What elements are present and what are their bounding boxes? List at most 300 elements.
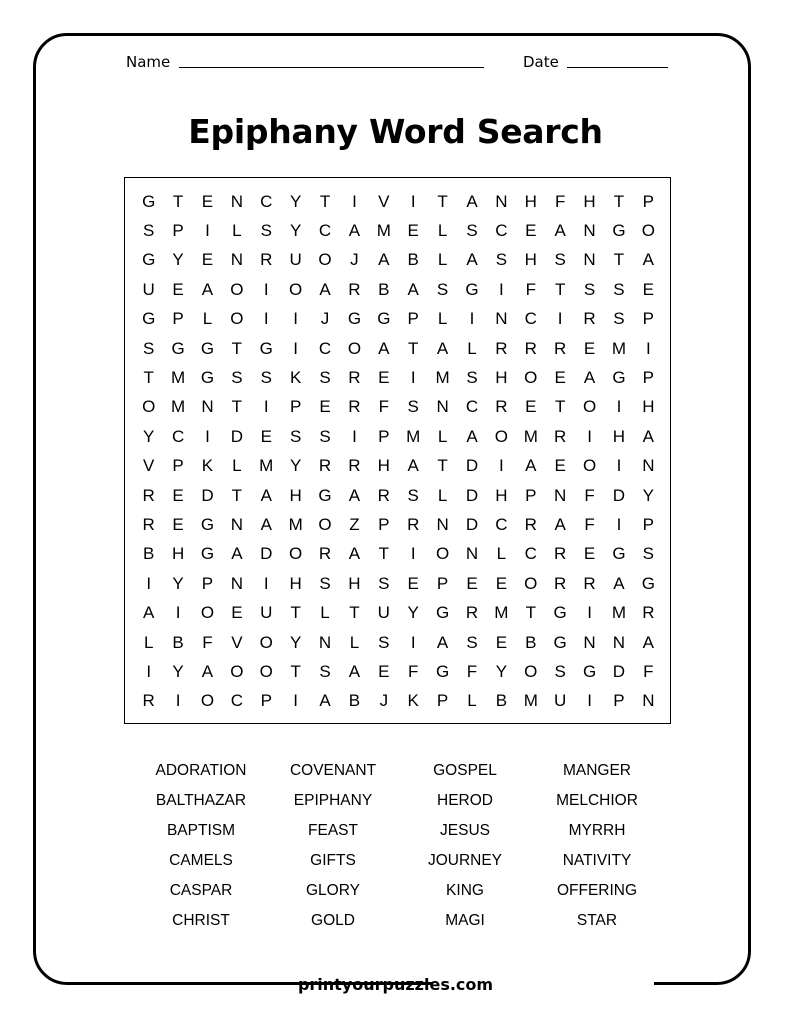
grid-letter: R [583,309,596,329]
grid-letter: A [348,544,361,564]
grid-letter: S [260,368,272,388]
grid-letter: A [642,426,654,446]
grid-letter: T [172,191,184,211]
grid-letter: D [260,544,273,564]
grid-letter: P [525,485,537,505]
grid-letter: A [378,338,390,358]
grid-letter: F [554,191,566,211]
grid-letter: G [612,544,626,564]
grid-letter: V [231,632,243,652]
grid-letter: P [201,573,214,593]
grid-letter: H [612,426,626,446]
grid-letter: R [142,485,155,505]
grid-letter: V [378,191,390,211]
grid-letter: U [260,603,273,623]
grid-letter: R [348,397,361,417]
word-list-item: JOURNEY [427,852,503,869]
grid-letter: I [587,603,592,623]
grid-letter: H [495,368,508,388]
grid-letter: E [172,279,184,299]
grid-letter: O [347,338,362,358]
grid-letter: I [293,309,299,329]
grid-letter: P [407,309,419,329]
name-line [179,67,484,68]
grid-letter: I [293,691,299,711]
grid-letter: G [259,338,273,358]
grid-letter: B [348,691,361,711]
grid-letter: Y [143,426,155,446]
grid-letter: I [293,338,299,358]
grid-letter: M [523,691,538,711]
grid-letter: E [642,279,654,299]
grid-letter: I [410,368,416,388]
grid-letter: O [318,514,332,534]
grid-letter: N [495,309,508,329]
grid-letter: Y [289,456,302,476]
grid-letter: A [319,691,331,711]
letter-grid [134,187,663,716]
grid-letter: E [554,456,566,476]
grid-letter: I [410,544,416,564]
grid-letter: G [142,309,156,329]
grid-letter: T [349,603,360,623]
grid-letter: Y [172,250,184,270]
grid-letter: M [611,603,627,623]
grid-letter: I [410,632,416,652]
grid-letter: M [171,368,186,388]
grid-letter: I [263,573,269,593]
grid-letter: I [175,691,181,711]
grid-letter: N [465,544,479,564]
grid-letter: L [496,544,507,564]
grid-letter: D [612,661,626,681]
grid-letter: N [201,397,214,417]
grid-letter: O [524,368,538,388]
grid-letter: B [525,632,537,652]
grid-letter: A [201,279,214,299]
grid-letter: G [435,603,450,623]
grid-letter: C [465,397,479,417]
grid-letter: I [263,309,269,329]
grid-letter: O [200,603,215,623]
word-list-item: CASPAR [169,882,233,899]
grid-letter: D [465,514,479,534]
grid-letter: D [612,485,626,505]
word-list-item: MANGER [562,762,632,779]
grid-letter: T [525,603,536,623]
grid-letter: E [201,250,214,270]
grid-letter: O [289,544,303,564]
date-line [567,67,668,68]
grid-letter: S [466,221,478,241]
grid-letter: C [318,338,332,358]
grid-letter: Y [289,191,302,211]
grid-letter: M [494,603,509,623]
grid-letter: E [525,397,537,417]
word-list-item: EPIPHANY [293,792,373,809]
grid-letter: G [200,544,215,564]
grid-letter: H [289,485,302,505]
grid-letter: I [352,191,357,211]
grid-letter: L [437,426,448,446]
grid-letter: A [348,485,361,505]
grid-letter: I [352,426,357,446]
grid-letter: S [260,221,272,241]
grid-letter: R [142,514,155,534]
grid-letter: H [289,573,302,593]
grid-letter: B [495,691,508,711]
grid-letter: S [466,632,478,652]
grid-letter: O [494,426,508,446]
grid-letter: A [143,603,155,623]
grid-letter: R [465,603,479,623]
grid-letter: F [643,661,654,681]
grid-letter: G [612,221,626,241]
word-list-item: MYRRH [568,822,626,839]
grid-letter: G [318,485,332,505]
grid-letter: A [642,632,654,652]
grid-letter: A [348,221,361,241]
grid-letter: T [143,368,154,388]
grid-letter: C [260,191,273,211]
grid-letter: K [201,456,214,476]
grid-letter: O [582,456,597,476]
grid-letter: O [435,544,450,564]
grid-letter: A [319,279,331,299]
grid-letter: A [642,250,654,270]
grid-letter: P [289,397,302,417]
grid-letter: H [495,485,508,505]
grid-letter: F [202,632,213,652]
footer-site: printyourpuzzles.com [297,975,494,994]
grid-letter: L [202,309,213,329]
grid-letter: A [260,514,272,534]
grid-letter: M [523,426,538,446]
grid-letter: L [437,309,448,329]
grid-letter: I [146,661,152,681]
grid-letter: R [554,544,567,564]
grid-letter: E [260,426,272,446]
grid-letter: P [172,309,184,329]
grid-letter: P [642,191,654,211]
grid-letter: S [143,338,155,358]
grid-letter: F [584,514,595,534]
grid-letter: Z [349,514,360,534]
grid-letter: P [172,456,184,476]
grid-letter: M [376,221,391,241]
grid-letter: A [466,191,478,211]
grid-letter: S [319,426,331,446]
grid-letter: I [205,221,210,241]
grid-letter: L [467,338,477,358]
grid-letter: P [436,691,449,711]
grid-letter: T [319,191,331,211]
grid-letter: R [318,456,332,476]
grid-letter: R [318,544,332,564]
grid-letter: A [407,279,419,299]
grid-letter: E [378,368,390,388]
grid-letter: R [524,338,537,358]
grid-letter: N [642,691,655,711]
grid-letter: P [642,514,654,534]
grid-letter: Y [289,632,302,652]
grid-letter: S [613,309,625,329]
grid-letter: R [260,250,273,270]
grid-letter: L [232,221,242,241]
grid-letter: L [232,456,242,476]
grid-letter: Y [289,221,302,241]
grid-letter: R [554,573,567,593]
grid-letter: N [230,250,243,270]
grid-letter: O [259,632,273,652]
grid-letter: T [378,544,390,564]
grid-letter: N [436,397,449,417]
word-list-item: OFFERING [556,882,638,899]
grid-letter: P [436,573,449,593]
word-list-item: ADORATION [155,762,247,779]
grid-letter: U [554,691,567,711]
word-list-item: CHRIST [172,912,230,929]
word-list-item: MELCHIOR [556,792,638,809]
grid-letter: O [641,221,655,241]
grid-letter: H [524,250,537,270]
grid-letter: L [437,485,448,505]
grid-letter: D [465,485,479,505]
word-list-item: FEAST [308,822,358,839]
word-list-item: GOLD [311,912,355,929]
grid-letter: N [495,191,508,211]
grid-letter: A [348,661,361,681]
grid-letter: P [172,221,184,241]
grid-letter: E [407,573,419,593]
grid-letter: P [642,309,654,329]
grid-letter: N [318,632,332,652]
grid-letter: G [435,661,450,681]
grid-letter: G [465,279,479,299]
grid-letter: A [231,544,243,564]
word-list-item: CAMELS [169,852,233,869]
grid-letter: A [436,338,449,358]
grid-letter: C [318,221,332,241]
grid-letter: H [348,573,361,593]
grid-letter: G [641,573,655,593]
grid-letter: G [553,632,567,652]
grid-letter: E [231,603,243,623]
grid-letter: G [377,309,391,329]
name-label: Name [126,53,171,71]
word-list-item: BAPTISM [166,822,236,839]
grid-letter: O [318,250,332,270]
word-list-item: HEROD [437,792,493,809]
grid-letter: T [554,279,566,299]
grid-letter: T [231,397,243,417]
grid-letter: O [142,397,156,417]
grid-letter: S [231,368,243,388]
grid-letter: R [583,573,596,593]
grid-letter: O [289,279,303,299]
grid-letter: U [142,279,155,299]
grid-letter: A [613,573,625,593]
grid-letter: R [554,338,567,358]
grid-letter: A [436,632,449,652]
grid-letter: Y [642,485,654,505]
grid-letter: N [583,250,596,270]
grid-letter: G [200,514,215,534]
word-list-item: GLORY [306,882,360,899]
grid-letter: F [584,485,595,505]
grid-letter: R [495,338,508,358]
grid-letter: P [260,691,272,711]
grid-letter: O [230,279,244,299]
grid-letter: S [554,250,566,270]
grid-letter: I [587,691,592,711]
page-title: Epiphany Word Search [188,112,603,151]
grid-letter: G [553,603,567,623]
grid-letter: R [348,279,361,299]
grid-letter: E [378,661,390,681]
grid-letter: G [200,338,215,358]
grid-letter: J [350,250,359,270]
grid-letter: T [290,603,301,623]
grid-letter: A [583,368,596,388]
grid-letter: U [377,603,390,623]
grid-letter: G [612,368,626,388]
grid-letter: K [289,368,302,388]
grid-letter: H [642,397,655,417]
grid-letter: M [259,456,274,476]
word-list-item: STAR [576,912,618,929]
word-list-item: GOSPEL [433,762,497,779]
grid-letter: L [320,603,330,623]
grid-letter: N [642,456,655,476]
grid-letter: O [524,661,538,681]
grid-letter: J [379,691,389,711]
grid-letter: G [142,191,156,211]
grid-letter: N [583,632,596,652]
grid-letter: D [230,426,243,446]
grid-letter: M [288,514,303,534]
grid-letter: B [172,632,184,652]
grid-letter: E [525,221,537,241]
grid-letter: S [378,632,390,652]
grid-letter: L [437,221,448,241]
grid-letter: M [611,338,627,358]
grid-letter: I [410,191,416,211]
grid-letter: T [408,338,419,358]
grid-letter: K [407,691,419,711]
word-list-item: GIFTS [310,852,356,869]
grid-letter: A [466,250,478,270]
grid-letter: R [348,456,361,476]
grid-letter: E [172,485,184,505]
grid-letter: D [465,456,479,476]
puzzle-grid-box [124,177,671,724]
grid-letter: R [642,603,655,623]
grid-letter: I [499,456,504,476]
grid-letter: T [554,397,566,417]
grid-letter: I [263,397,269,417]
grid-letter: R [348,368,361,388]
grid-letter: A [554,221,566,241]
grid-letter: L [437,250,448,270]
grid-letter: J [320,309,330,329]
grid-letter: I [587,426,592,446]
grid-letter: S [319,573,331,593]
grid-letter: A [407,456,419,476]
grid-letter: T [231,485,243,505]
grid-letter: F [408,661,419,681]
grid-letter: I [146,573,152,593]
grid-letter: T [613,250,625,270]
grid-letter: O [259,661,273,681]
grid-letter: M [171,397,186,417]
grid-letter: N [436,514,449,534]
grid-letter: I [557,309,563,329]
grid-letter: I [616,514,622,534]
grid-letter: P [613,691,625,711]
grid-letter: V [143,456,155,476]
grid-letter: R [142,691,155,711]
grid-letter: G [142,250,156,270]
grid-letter: H [377,456,390,476]
grid-letter: P [642,368,654,388]
grid-letter: T [290,661,301,681]
grid-letter: A [466,426,478,446]
grid-letter: S [613,279,625,299]
grid-letter: R [377,485,390,505]
grid-letter: L [143,632,154,652]
word-list-item: JESUS [440,822,490,839]
word-list-item: BALTHAZAR [155,792,247,809]
grid-letter: E [466,573,478,593]
grid-letter: S [378,573,390,593]
grid-letter: S [407,397,419,417]
grid-letter: D [201,485,214,505]
grid-letter: Y [407,603,419,623]
grid-letter: C [495,221,508,241]
grid-letter: R [524,514,537,534]
grid-letter: Y [495,661,508,681]
grid-letter: G [347,309,362,329]
grid-letter: B [407,250,419,270]
grid-letter: I [499,279,504,299]
grid-letter: A [525,456,537,476]
grid-letter: I [175,603,181,623]
grid-letter: C [495,514,508,534]
grid-letter: T [437,456,448,476]
grid-letter: R [495,397,508,417]
word-list-item: COVENANT [289,762,377,779]
word-list-item: MAGI [445,912,485,929]
grid-letter: O [582,397,597,417]
grid-letter: A [201,661,214,681]
grid-letter: I [263,279,269,299]
grid-letter: C [524,544,537,564]
grid-letter: N [230,191,243,211]
grid-letter: E [319,397,331,417]
grid-letter: L [349,632,360,652]
grid-letter: I [616,397,622,417]
grid-letter: I [616,456,622,476]
grid-letter: N [230,573,243,593]
grid-letter: R [407,514,420,534]
grid-letter: H [171,544,185,564]
grid-letter: S [436,279,449,299]
grid-letter: S [583,279,596,299]
grid-letter: T [613,191,625,211]
grid-letter: S [289,426,302,446]
grid-letter: A [378,250,390,270]
